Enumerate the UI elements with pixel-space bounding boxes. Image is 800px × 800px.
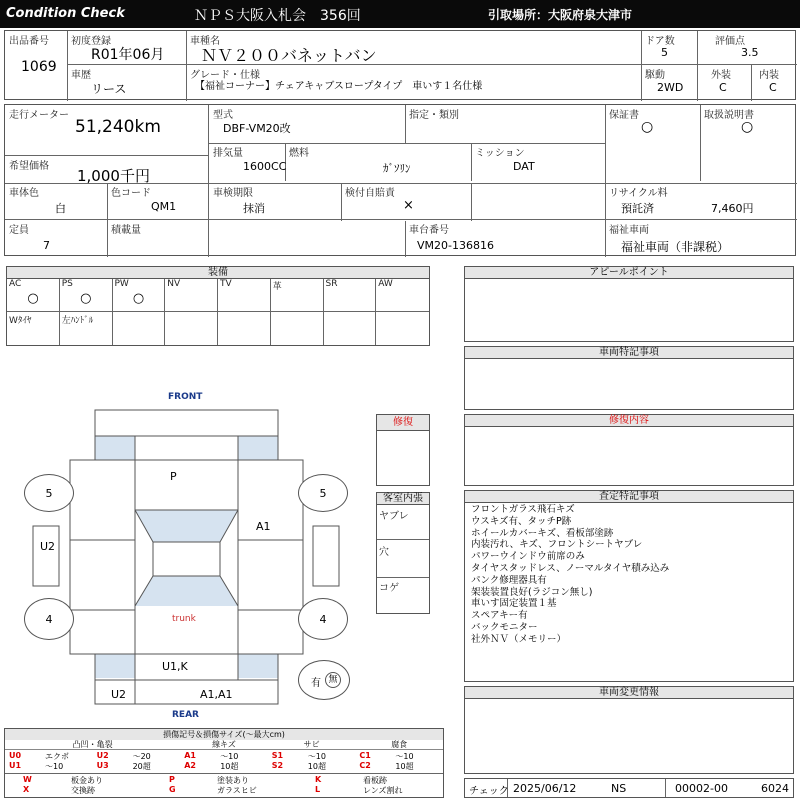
color-code-value: QM1 [151, 200, 177, 213]
special-title: 車両特記事項 [465, 347, 793, 359]
interior-label: 内装 [759, 70, 779, 81]
legend-text: ～10 [395, 752, 414, 761]
recycle-label: リサイクル料 [609, 188, 668, 199]
equipment-name: 革 [272, 282, 282, 292]
panel-hood-damage: P [170, 470, 177, 483]
auction-name: ＮＰＳ大阪入札会 356回 [194, 8, 361, 24]
equipment-extra: Wﾀｲﾔ [9, 316, 32, 326]
legend-panel [4, 728, 444, 798]
score-value: 3.5 [741, 46, 759, 59]
color-code-label: 色コード [111, 188, 151, 199]
inspector-note: パンク修理器具有 [471, 574, 547, 586]
history-label: 車歴 [71, 70, 91, 81]
insurance-value: × [403, 198, 414, 213]
interior-value: C [769, 81, 777, 94]
equipment-name: SR [325, 279, 338, 289]
legend-text: 20超 [132, 762, 151, 771]
fuel-label: 燃料 [289, 148, 309, 159]
inspection-value: 抹消 [243, 202, 265, 215]
legend-text: 看板跡 [363, 776, 387, 785]
equipment-name: AW [378, 279, 393, 289]
inspection-label: 車検期限 [213, 188, 253, 199]
legend-code: S2 [271, 761, 284, 770]
exterior-value: C [719, 81, 727, 94]
legend-text: 10超 [307, 762, 326, 771]
legend-text: 10超 [395, 762, 414, 771]
legend-text: ～20 [132, 752, 151, 761]
trunk-label: trunk [172, 614, 196, 624]
spec-panel [4, 104, 796, 256]
inspector-notes [471, 504, 789, 646]
inspector-note: フロントガラス飛石キズ [471, 504, 575, 515]
door-label: ドア数 [645, 36, 675, 47]
legend-text: ～10 [220, 752, 239, 761]
legend-body [5, 740, 443, 797]
legend-code: C2 [359, 761, 371, 770]
price-label: 希望価格 [9, 161, 49, 172]
legend-code: U1 [9, 761, 22, 770]
displacement-label: 排気量 [213, 148, 243, 159]
equipment-column [165, 279, 218, 345]
inspector-note: 内装汚れ、キズ、フロントシートヤブレ [471, 539, 643, 551]
spare-tire [298, 660, 350, 700]
equipment-value: ○ [80, 291, 92, 306]
exterior-label: 外装 [711, 70, 731, 81]
car-diagram [0, 390, 376, 725]
equipment-panel [6, 266, 430, 346]
front-label: FRONT [168, 392, 203, 402]
model-name-label: 車種名 [190, 36, 220, 47]
legend-code: C1 [359, 751, 371, 760]
recycle-status: 預託済 [621, 202, 654, 215]
welfare-label: 福祉車両 [609, 225, 649, 236]
mission-value: DAT [513, 160, 535, 173]
check-footer [464, 778, 794, 798]
lot-label: 出品番号 [9, 36, 49, 47]
legend-title: 損傷記号＆損傷サイズ(～最大cm) [5, 729, 443, 740]
first-reg-value: R01年06月 [91, 47, 165, 63]
score-label: 評価点 [715, 36, 745, 47]
chassis-label: 車台番号 [409, 225, 449, 236]
check-date: 2025/06/12 [513, 782, 577, 795]
chassis-value: VM20-136816 [417, 239, 494, 252]
check-label: チェック [469, 786, 509, 797]
manual-label: 取扱説明書 [704, 110, 754, 121]
mirror-left-damage: U2 [40, 540, 56, 553]
tire-front-right: 5 [298, 474, 348, 512]
legend-code: U2 [96, 751, 109, 760]
equipment-value: ○ [132, 291, 145, 306]
recycle-fee: 7,460円 [711, 202, 754, 215]
legend-text: 板金あり [71, 776, 103, 785]
type-value: DBF-VM20改 [223, 122, 291, 135]
inspector-note: 社外ＮＶ（メモリー） [471, 633, 567, 645]
inspector-note: バックモニター [471, 621, 538, 633]
capacity-value: 7 [43, 239, 50, 252]
change-panel [464, 686, 794, 774]
load-label: 積載量 [111, 225, 141, 236]
check-code: 00002-00 [675, 782, 728, 795]
equipment-name: PS [61, 279, 73, 289]
header-title: Condition Check [6, 6, 125, 21]
legend-code: L [315, 785, 321, 794]
legend-text: ガラスヒビ [217, 786, 257, 795]
equipment-name: NV [167, 279, 181, 289]
mileage-value: 51,240km [75, 117, 161, 137]
door-value: 5 [661, 46, 668, 59]
model-name-value: ＮＶ２００バネットバン [201, 46, 377, 65]
inspector-note: 架装装置良好(ラジコン無し) [471, 586, 593, 598]
displacement-value: 1600CC [243, 160, 287, 173]
repair-detail-panel [464, 414, 794, 486]
rear-bumper-right-damage: A1,A1 [200, 688, 233, 701]
tire-front-left: 5 [24, 474, 74, 512]
body-color-value: 白 [55, 202, 66, 215]
inspector-note: ホイールカバーキズ、看板部塗跡 [471, 527, 614, 539]
legend-text: レンズ割れ [363, 786, 403, 795]
tire-rear-right: 4 [298, 598, 348, 640]
history-value: リース [91, 82, 127, 96]
equipment-column [7, 279, 60, 345]
type-label: 型式 [213, 110, 233, 121]
first-reg-label: 初度登録 [71, 36, 111, 47]
legend-code: G [169, 785, 176, 794]
appeal-title: アピールポイント [465, 267, 793, 279]
change-title: 車両変更情報 [465, 687, 793, 699]
header-bar [0, 0, 800, 28]
lot-number: 1069 [21, 59, 57, 75]
cabin-item-tear: ヤブレ [379, 511, 409, 522]
warranty-label: 保証書 [609, 110, 639, 121]
equipment-column [324, 279, 377, 345]
legend-text: 10超 [220, 762, 239, 771]
legend-text: 塗装あり [217, 776, 249, 785]
equipment-value: ○ [27, 291, 39, 306]
price-value: 1,000千円 [77, 167, 150, 185]
legend-text: ～10 [45, 762, 64, 771]
grade-label: グレード・仕様 [190, 70, 260, 81]
inspector-title: 査定特記事項 [465, 491, 793, 503]
inspector-note: スペアキー有 [471, 610, 528, 622]
equipment-grid [7, 279, 429, 345]
legend-code: U0 [9, 751, 22, 760]
equipment-column [218, 279, 271, 345]
mileage-label: 走行メーター [9, 110, 69, 121]
repair-detail-title: 修復内容 [465, 415, 793, 427]
pickup-location: 引取場所：大阪府泉大津市 [488, 8, 633, 22]
inspector-note: パワーウインドウ前席のみ [471, 551, 585, 563]
legend-text: エクボ [45, 752, 69, 761]
rear-label: REAR [172, 710, 199, 720]
rear-damage-u1k: U1,K [162, 660, 188, 673]
legend-group: 凸凹・亀裂 [5, 740, 180, 750]
insurance-label: 検付自賠責 [345, 188, 395, 199]
legend-code: W [23, 775, 32, 784]
equipment-title: 装備 [7, 267, 429, 279]
equipment-column [113, 279, 166, 345]
legend-text: ～10 [307, 752, 326, 761]
basic-info-panel [4, 30, 796, 100]
legend-text: 交換跡 [71, 786, 95, 795]
special-panel [464, 346, 794, 410]
equipment-column [60, 279, 113, 345]
legend-group: サビ [268, 740, 356, 750]
inspector-note: タイヤスタッドレス、ノーマルタイヤ積み込み [471, 562, 670, 574]
inspector-panel [464, 490, 794, 682]
equipment-name: TV [220, 279, 232, 289]
cabin-item-burn: コゲ [379, 583, 399, 594]
equipment-extra: 左ﾊﾝﾄﾞﾙ [61, 316, 94, 326]
legend-group: 腐食 [355, 740, 443, 750]
capacity-label: 定員 [9, 225, 29, 236]
legend-code: S1 [271, 751, 284, 760]
equipment-name: PW [114, 279, 129, 289]
appeal-panel [464, 266, 794, 342]
cabin-item-hole: 穴 [379, 547, 389, 558]
panel-right-damage: A1 [256, 520, 271, 533]
spare-absent: 無 [325, 672, 341, 688]
rear-bumper-left-damage: U2 [111, 688, 127, 701]
equipment-column [376, 279, 429, 345]
legend-code: U3 [96, 761, 109, 770]
inspector-note: ウスキズ有、タッチP跡 [471, 515, 572, 527]
grade-value: 【福祉コーナー】チェアキャブスロープタイプ 車いす１名仕様 [195, 81, 483, 92]
spare-present: 有 [311, 678, 321, 689]
legend-code: A1 [184, 751, 196, 760]
check-inspector: NS [611, 782, 627, 795]
legend-code: X [23, 785, 30, 794]
equipment-name: AC [9, 279, 22, 289]
repair-title: 修復 [377, 415, 429, 431]
legend-group: 線キズ [180, 740, 268, 750]
tire-rear-left: 4 [24, 598, 74, 640]
mission-label: ミッション [475, 148, 525, 159]
body-color-label: 車体色 [9, 188, 39, 199]
legend-code: P [169, 775, 175, 784]
drive-label: 駆動 [645, 70, 665, 81]
fuel-value: ｶﾞｿﾘﾝ [383, 162, 411, 175]
warranty-value: ○ [641, 119, 654, 135]
inspector-note: 車いす固定装置１基 [471, 598, 557, 610]
equipment-column [271, 279, 324, 345]
check-number: 6024 [761, 782, 789, 795]
drive-value: 2WD [657, 81, 684, 94]
cabin-title: 客室内張 [377, 493, 429, 505]
designation-label: 指定・類別 [409, 110, 459, 121]
legend-code: K [315, 775, 322, 784]
repair-box [376, 414, 430, 486]
welfare-value: 福祉車両（非課税） [621, 240, 730, 254]
manual-value: ○ [741, 119, 754, 135]
legend-code: A2 [184, 761, 196, 770]
cabin-box [376, 492, 430, 614]
